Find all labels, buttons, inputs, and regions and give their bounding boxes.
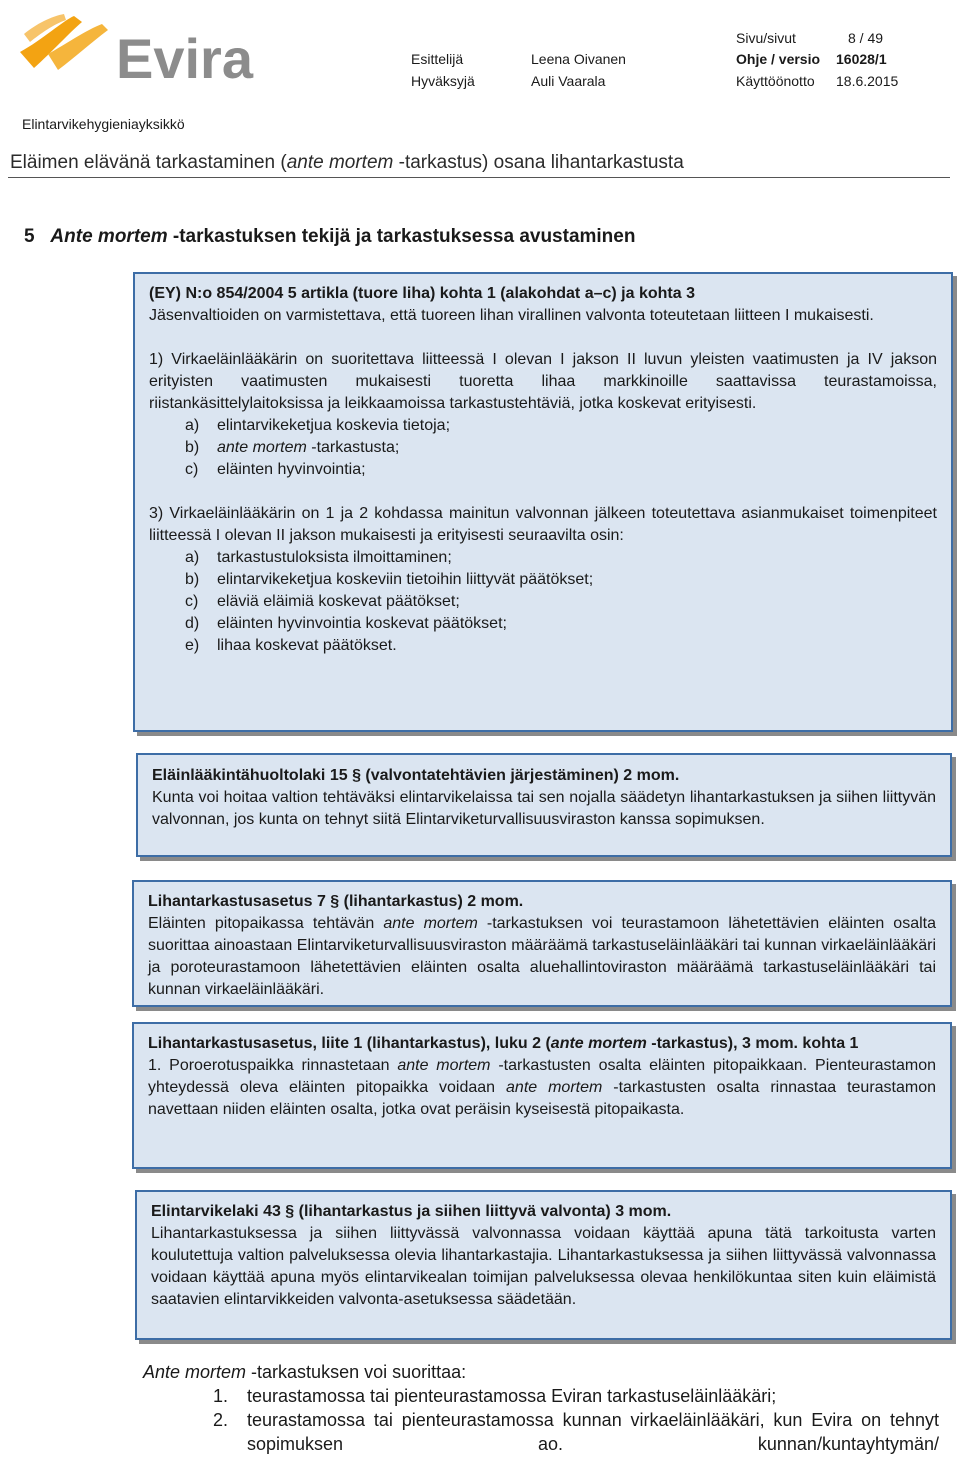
unit-name: Elintarvikehygieniayksikkö [22, 116, 185, 132]
guide-version-label: Ohje / versio [736, 51, 821, 67]
page-label: Sivu/sivut [736, 30, 796, 46]
deployment-label: Käyttöönotto [736, 73, 815, 89]
list-item: b) elintarvikeketjua koskeviin tietoihin liittyvät päätökset; [185, 571, 594, 588]
inspector-list [143, 1360, 939, 1456]
presenter-value: Leena Oivanen [531, 51, 626, 67]
box-heading: Elintarvikelaki 43 § (lihantarkastus ja siihen liittyvä valvonta) 3 mom. [151, 1203, 672, 1220]
box-paragraph: 3) Virkaeläinlääkärin on 1 ja 2 kohdassa mainitun valvonnan jälkeen toteutettava asianmukaiset toimenpiteet liitteessä I olevan II jakson mukaisesti ja erityisesti seuraavilta osin: [149, 505, 937, 544]
list-intro: Ante mortem -tarkastuksen voi suorittaa: [143, 1362, 467, 1382]
list-item: e) lihaa koskevat päätökset. [185, 637, 397, 654]
decree-box-7 [132, 880, 952, 1007]
list-item: 2. teurastamossa tai pienteurastamossa kunnan virkaeläinlääkäri, kun Evira on tehnyt sopimuksen ao. kunnan/kuntayhtymän/ [213, 1410, 939, 1454]
law-box-15 [136, 753, 952, 857]
header-divider [8, 177, 950, 178]
list-item: b) ante mortem -tarkastusta; [185, 439, 400, 456]
approver-value: Auli Vaarala [531, 73, 606, 89]
guide-version-value: 16028/1 [836, 51, 887, 67]
box-heading: Eläinlääkintähuoltolaki 15 § (valvontatehtävien järjestäminen) 2 mom. [152, 767, 680, 784]
box-paragraph: Eläinten pitopaikassa tehtävän ante mortem -tarkastuksen voi teurastamoon lähetettävien eläinten osalta suorittaa ainoastaan Elintarviketurvallisuusviraston määräämä tarkastuseläinlääkäri tai kunnan virkaeläinlääkäri ja poroteurastamoon lähetettävien eläinten osalta aluehallintoviraston määräämä tarkastuseläinlääkäri tai kunnan virkaeläinlääkäri. [148, 915, 937, 998]
box-heading: Lihantarkastusasetus, liite 1 (lihantarkastus), luku 2 (ante mortem -tarkastus), 3 mom. kohta 1 [148, 1035, 859, 1052]
decree-annex-box [132, 1022, 952, 1169]
evira-logo [12, 12, 262, 92]
box-paragraph: Jäsenvaltioiden on varmistettava, että tuoreen lihan virallinen valvonta toteutetaan liitteen I mukaisesti. [149, 307, 874, 324]
box-paragraph: Lihantarkastuksessa ja siihen liittyvässä valvonnassa voidaan käyttää apuna tätä tarkoitusta varten koulutettuja valtion palveluksessa olevia lihantarkastajia. Lihantarkastuksessa ja siihen liittyvässä valvonnassa voidaan käyttää apuna myös elintarvikealan toimijan palveluksessa olevaa henkilökuntaa siten kuin eläimistä saatavien elintarvikkeiden valvonta-asetuksessa säädetään. [151, 1225, 936, 1308]
box-paragraph: 1) Virkaeläinlääkärin on suoritettava liitteessä I olevan I jakson II luvun yleisten vaatimusten ja IV jakson erityisten vaatimusten mukaisesti tuoretta lihaa markkinoille saattavissa teurastamoissa, riistankäsittelylaitoksissa ja leikkaamoissa tarkastustehtäviä, jotka koskevat erityisesti. [149, 351, 937, 412]
food-act-box-43 [135, 1190, 952, 1340]
evira-logo-graphic [12, 12, 262, 92]
list-item: a) tarkastustuloksista ilmoittaminen; [185, 549, 452, 566]
list-item: d) eläinten hyvinvointia koskevat päätökset; [185, 615, 507, 632]
document-title: Eläimen elävänä tarkastaminen (ante mortem -tarkastus) osana lihantarkastusta [10, 152, 684, 173]
approver-label: Hyväksyjä [411, 73, 475, 89]
page-value: 8 / 49 [848, 30, 884, 46]
presenter-label: Esittelijä [411, 51, 464, 67]
box-paragraph: 1. Poroerotuspaikka rinnastetaan ante mortem -tarkastusten osalta eläinten pitopaikkaan. Pienteurastamon yhteydessä oleva eläinten pitopaikka voidaan ante mortem -tarkastusten osalta rinnastaa teurastamon navettaan niiden eläinten osalta, jotka ovat peräisin kyseisestä pitopaikasta. [148, 1057, 937, 1118]
logo-wordmark: Evira [116, 27, 253, 90]
list-item: 1. teurastamossa tai pienteurastamossa Eviran tarkastuseläinlääkäri; [213, 1386, 777, 1406]
box-heading: (EY) N:o 854/2004 5 artikla (tuore liha) kohta 1 (alakohdat a–c) ja kohta 3 [149, 285, 695, 302]
deployment-value: 18.6.2015 [836, 73, 899, 89]
list-item: c) eläviä eläimiä koskevat päätökset; [185, 593, 460, 610]
box-heading: Lihantarkastusasetus 7 § (lihantarkastus) 2 mom. [148, 893, 524, 910]
regulation-box-854-2004 [133, 272, 953, 732]
section-heading: 5 Ante mortem -tarkastuksen tekijä ja tarkastuksessa avustaminen [24, 226, 636, 247]
box-paragraph: Kunta voi hoitaa valtion tehtäväksi elintarvikelaissa tai sen nojalla säädetyn lihantarkastuksen ja siihen liittyvän valvonnan, jos kunta on tehnyt siitä Elintarviketurvallisuusviraston kanssa sopimuksen. [152, 789, 936, 828]
list-item: a) elintarvikeketjua koskevia tietoja; [185, 417, 451, 434]
list-item: c) eläinten hyvinvointia; [185, 461, 366, 478]
